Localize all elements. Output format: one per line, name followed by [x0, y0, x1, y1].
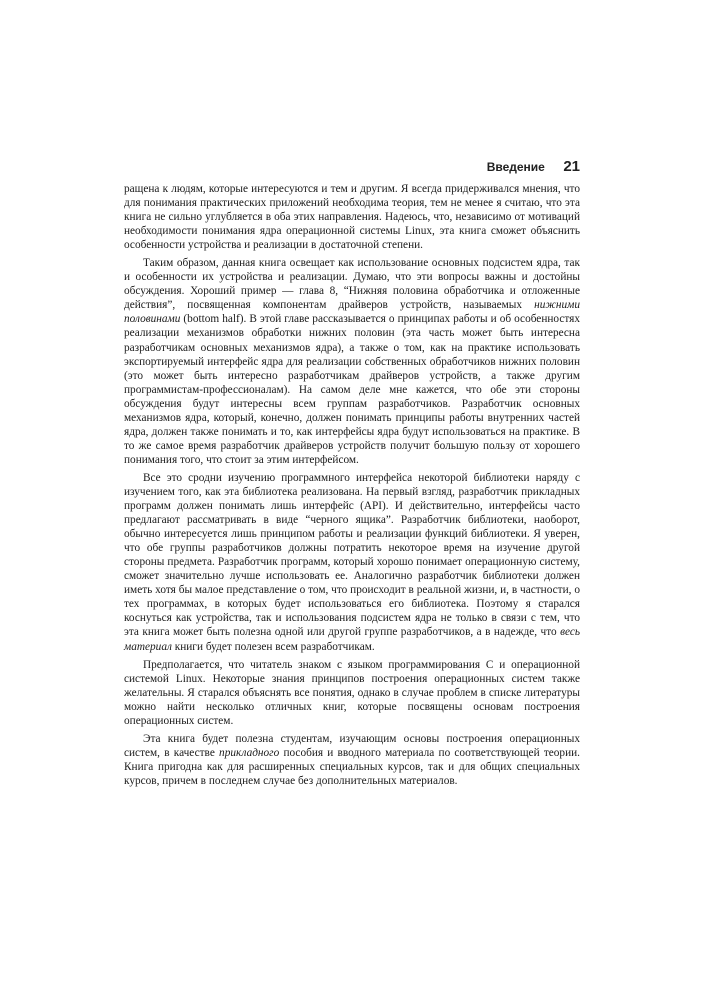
paragraph-2	[124, 256, 580, 467]
paragraph-4	[124, 658, 580, 728]
text-span: Эта книга будет полезна студентам, изучающим основы построения операционных систем, в качестве	[124, 732, 580, 759]
page-number: 21	[563, 158, 580, 175]
text-span: ращена к людям, которые интересуются и тем и другим. Я всегда придерживался мнения, что для понимания практических приложений необходима теория, тем не менее я считаю, что эта книга не сильно углубляется в оба этих направления. Надеюсь, что, независимо от мотиваций необходимости понимания ядра операционной системы Linux, эта книга сможет объяснить особенности устройства и реализации в достаточной степени.	[124, 183, 580, 252]
text-span: Все это сродни изучению программного интерфейса некоторой библиотеки наряду с изучением того, как эта библиотека реализована. На первый взгляд, разработчик прикладных программ должен понимать лишь интерфейс (API). И действительно, интерфейсы часто предлагают рассматривать в виде “черного ящика”. Разработчик библиотеки, наоборот, обычно интересуется лишь принципом работы и реализации функций библиотеки. Я уверен, что обе группы разработчиков должны потратить некоторое время на изучение другой стороны предмета. Разработчик программ, который хорошо понимает операционную систему, сможет значительно лучше использовать ее. Аналогично разработчик библиотеки должен иметь хотя бы малое представление о том, что происходит в реальной жизни, и, в частности, о тех программах, в которых будет использоваться его библиотека. Поэтому я старался коснуться как устройства, так и использования подсистем ядра не только в связи с тем, что эта книга может быть полезна одной или другой группе разработчиков, а в надежде, что	[124, 471, 580, 639]
text-span: книги будет полезен всем разработчикам.	[171, 640, 375, 653]
paragraph-3	[124, 471, 580, 654]
paragraph-1	[124, 182, 580, 252]
paragraph-5	[124, 732, 580, 788]
italic-term: нижними половинами	[124, 299, 580, 326]
text-span: (bottom half). В этой главе рассказывается о принципах работы и об особенностях реализации механизмов обработки нижних половин (эта часть может быть интересна разработчикам основных механизмов ядра), а также о том, как на практике использовать экспортируемый интерфейс ядра для реализации собственных обработчиков нижних половин (это может быть интересно разработчикам драйверов устройств, а также другим программистам-профессионалам). На самом деле мне кажется, что обе эти стороны обсуждения будут интересны всем группам разработчиков. Разработчик основных механизмов ядра, который, конечно, должен понимать принципы работы внутренних частей ядра, должен также понимать и то, как интерфейсы ядра будут использоваться на практике. В то же самое время разработчик драйверов устройств получит большую пользу от хорошего понимания того, что стоит за этим интерфейсом.	[124, 313, 580, 466]
italic-term: прикладного	[219, 746, 280, 759]
running-head	[124, 158, 580, 176]
body-text	[124, 182, 580, 792]
text-span: пособия и вводного материала по соответствующей теории. Книга пригодна как для расширенных специальных курсов, так и для общих специальных курсов, причем в последнем случае без дополнительных материалов.	[124, 746, 580, 787]
italic-term: весь материал	[124, 626, 580, 653]
text-span: Предполагается, что читатель знаком с языком программирования С и операционной системой Linux. Некоторые знания принципов построения операционных систем также желательны. Я старался объяснять все понятия, однако в случае проблем в списке литературы можно найти несколько отличных книг, которые посвящены основам построения операционных систем.	[124, 658, 580, 727]
text-span: Таким образом, данная книга освещает как использование основных подсистем ядра, так и особенности их устройства и реализации. Думаю, что эти вопросы важны и достойны обсуждения. Хороший пример — глава 8, “Нижняя половина обработчика и отложенные действия”, посвященная компонентам драйверов устройств, называемых	[124, 257, 580, 312]
chapter-title: Введение	[486, 160, 545, 174]
